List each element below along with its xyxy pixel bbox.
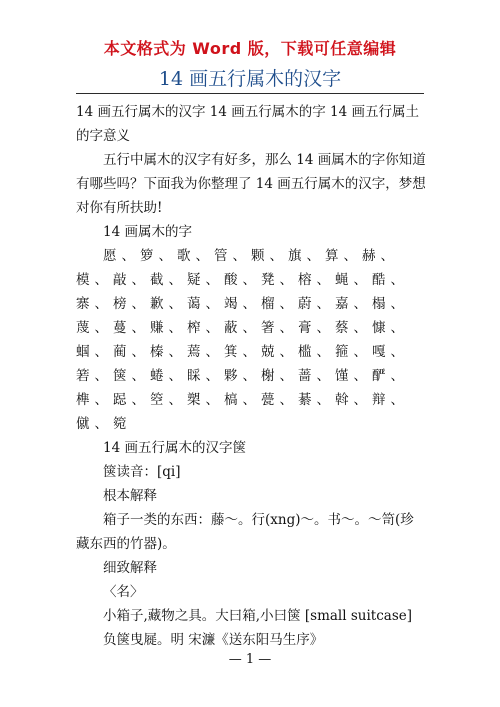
part-of-speech: 〈名〉: [103, 584, 144, 600]
section-heading: 根本解释: [103, 488, 157, 504]
example-quote: 负箧曳屣。明 宋濂《送东阳马生序》: [103, 632, 324, 648]
intro-line: 14 画五行属木的汉字 14 画五行属木的字 14 画五行属土的字意义: [76, 104, 419, 144]
character-list-text: 愿、箩、歌、管、颗、旗、算、赫、模、敲、截、疑、酸、凳、榕、蝇、酷、寨、榜、歉、蔼、竭、榴、蔚、嘉、榻、蔑、蔓、赚、榨、蔽、箸、膏、蔡、慷、蝈、蔺、榛、蔫、箕、兢、槛、箍、嘎、箬、箧、蜷、睬、夥、榭、蔷、馑、酽、榫、跽、箜、槊、槁、甍、綦、斡、辩、僦、箢: [76, 248, 409, 432]
page-number: — 1 —: [228, 652, 272, 667]
definition-paragraph: 箱子一类的东西：藤～。行(xng)～。书～。～笥(珍藏东西的竹器)。: [76, 512, 414, 552]
intro-paragraph: 五行中属木的汉字有好多，那么 14 画属木的字你知道有哪些吗？下面我为你整理了 14 画五行属木的汉字，梦想对你有所扶助!: [76, 152, 426, 216]
section-heading: 14 画属木的字: [103, 224, 192, 240]
document-body: [76, 100, 426, 652]
section-heading: 14 画五行属木的汉字箧: [103, 440, 246, 456]
document-title: 14 画五行属木的汉字: [158, 68, 342, 90]
character-list: [76, 244, 426, 436]
section-heading: 细致解释: [103, 560, 157, 576]
definition-paragraph: 小箱子,藏物之具。大曰箱,小曰箧 [small suitcase]: [103, 608, 413, 624]
title-divider: [76, 93, 424, 94]
top-banner: 本文格式为 Word 版，下载可任意编辑: [103, 39, 397, 58]
pronunciation: 箧读音：[qi]: [103, 464, 181, 480]
